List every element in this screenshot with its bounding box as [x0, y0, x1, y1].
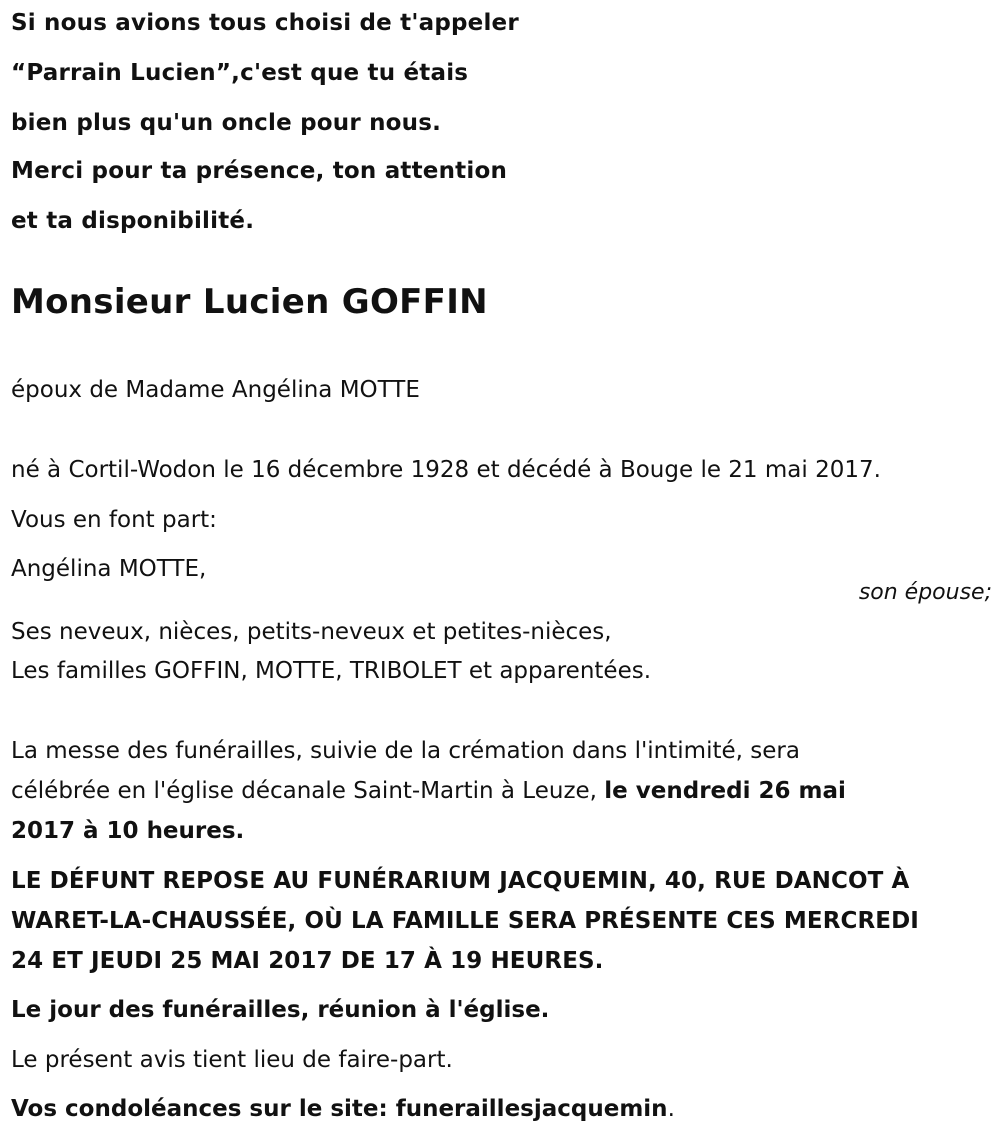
condolences-text: Vos condoléances sur le site: funeraillesjacquemin	[11, 1096, 668, 1122]
relatives-line: Ses neveux, nièces, petits-neveux et petites-nièces,	[11, 619, 612, 645]
spouse-line: époux de Madame Angélina MOTTE	[11, 377, 420, 403]
notice-note: Le présent avis tient lieu de faire-part.	[11, 1047, 453, 1073]
deceased-name: Monsieur Lucien GOFFIN	[11, 282, 488, 322]
ceremony-line: La messe des funérailles, suivie de la crémation dans l'intimité, sera	[11, 738, 800, 764]
condolences-line	[11, 1096, 675, 1122]
visitation-line: WARET-LA-CHAUSSÉE, OÙ LA FAMILLE SERA PRÉSENTE CES MERCREDI	[11, 908, 919, 934]
ceremony-line	[11, 778, 846, 804]
condolences-period: .	[667, 1096, 675, 1122]
ceremony-time: 2017 à 10 heures.	[11, 818, 245, 844]
visitation-line: LE DÉFUNT REPOSE AU FUNÉRARIUM JACQUEMIN, 40, RUE DANCOT À	[11, 868, 910, 894]
quote-line: Merci pour ta présence, ton attention	[11, 158, 508, 184]
visitation-line: 24 ET JEUDI 25 MAI 2017 DE 17 À 19 HEURES.	[11, 948, 604, 974]
birth-death-line: né à Cortil-Wodon le 16 décembre 1928 et décédé à Bouge le 21 mai 2017.	[11, 457, 881, 483]
quote-line: et ta disponibilité.	[11, 208, 255, 234]
spouse-role: son épouse;	[858, 580, 992, 605]
family-intro: Vous en font part:	[11, 507, 217, 533]
quote-line: Si nous avions tous choisi de t'appeler	[11, 10, 519, 36]
ceremony-date: le vendredi 26 mai	[604, 778, 846, 804]
meeting-note: Le jour des funérailles, réunion à l'église.	[11, 997, 550, 1023]
quote-line: bien plus qu'un oncle pour nous.	[11, 110, 442, 136]
quote-line: “Parrain Lucien”,c'est que tu étais	[11, 60, 469, 86]
relatives-line: Les familles GOFFIN, MOTTE, TRIBOLET et apparentées.	[11, 658, 652, 684]
ceremony-location: célébrée en l'église décanale Saint-Martin à Leuze,	[11, 778, 605, 804]
spouse-name: Angélina MOTTE,	[11, 556, 207, 582]
